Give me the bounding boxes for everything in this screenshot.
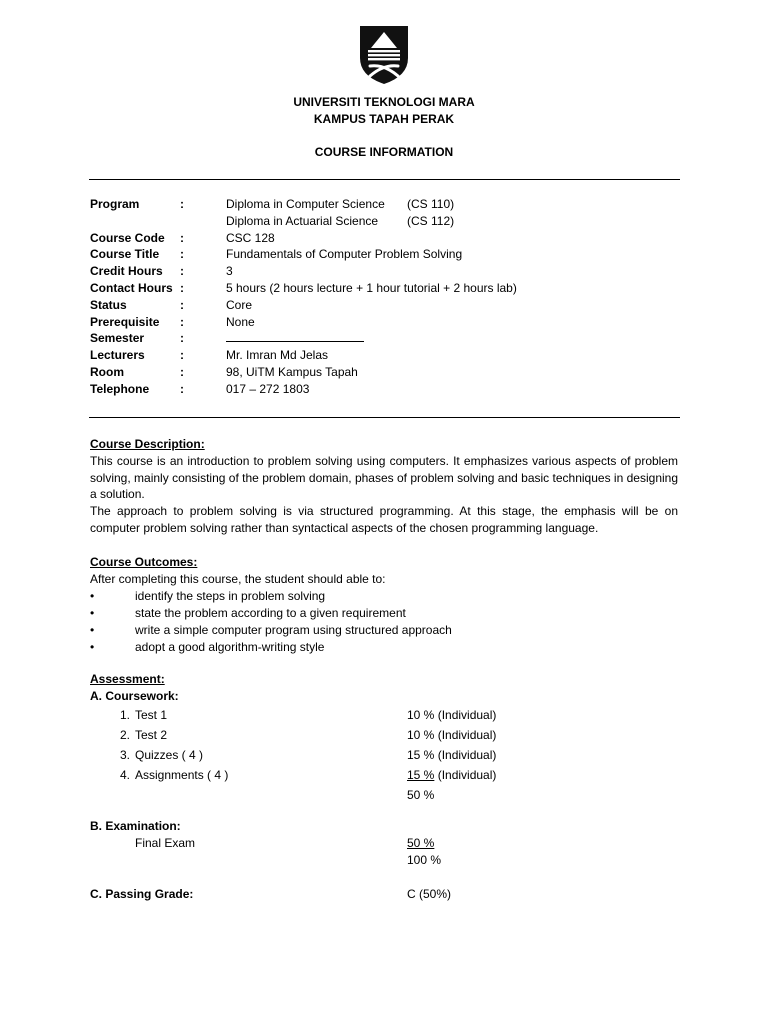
coursework-weight: 10 % (Individual) (407, 707, 497, 722)
info-row-telephone (90, 381, 680, 398)
bullet-icon: • (90, 622, 95, 637)
document-title: COURSE INFORMATION (314, 145, 454, 159)
course-title-label: Course Title (90, 247, 160, 262)
course-description-paragraph-2: The approach to problem solving is via structured programming. At this stage, the emphasis will be on computer problem solving rather than syntactical aspects of the chosen programming language. (90, 504, 678, 535)
course-title-value: Fundamentals of Computer Problem Solving (226, 247, 463, 262)
outcome-text: write a simple computer program using structured approach (135, 622, 452, 637)
colon: : (180, 314, 184, 329)
bottom-divider (89, 417, 680, 418)
final-exam-label: Final Exam (135, 835, 196, 850)
examination-section (90, 818, 678, 869)
outcome-text: state the problem according to a given requirement (135, 605, 406, 620)
passing-grade-section (90, 886, 678, 903)
info-row-contact-hours (90, 280, 680, 297)
bullet-icon: • (90, 588, 95, 603)
program-value-1: Diploma in Computer Science (226, 197, 385, 211)
colon: : (180, 280, 184, 295)
lecturers-value: Mr. Imran Md Jelas (226, 348, 329, 363)
outcome-text: adopt a good algorithm-writing style (135, 639, 325, 654)
university-logo (358, 24, 410, 86)
info-row-program-2 (90, 213, 680, 230)
bullet-icon: • (90, 605, 95, 620)
room-label: Room (90, 364, 124, 379)
telephone-label: Telephone (90, 381, 150, 396)
table-row (90, 745, 678, 765)
semester-blank-line (226, 330, 364, 347)
list-item (90, 605, 678, 622)
course-description-heading: Course Description: (90, 437, 205, 451)
info-row-course-code (90, 230, 680, 247)
semester-label: Semester (90, 331, 145, 346)
info-row-status (90, 297, 680, 314)
coursework-name: Quizzes ( 4 ) (135, 747, 204, 762)
passing-grade-label: C. Passing Grade: (90, 887, 194, 901)
course-info-table (90, 196, 680, 398)
info-row-course-title (90, 246, 680, 263)
colon: : (180, 247, 184, 262)
assessment-section (90, 671, 678, 805)
colon: : (180, 230, 184, 245)
info-row-credit-hours (90, 263, 680, 280)
course-outcomes-heading: Course Outcomes: (90, 555, 198, 569)
coursework-name: Test 1 (135, 707, 168, 722)
coursework-total-row (90, 785, 678, 805)
info-row-semester (90, 330, 680, 347)
colon: : (180, 331, 184, 346)
coursework-weight: 15 % (Individual) (407, 747, 497, 762)
passing-grade-value: C (50%) (407, 887, 452, 901)
telephone-value: 017 – 272 1803 (226, 381, 310, 396)
course-outcomes-section (90, 554, 678, 656)
final-exam-weight: 50 % (407, 835, 435, 850)
prerequisite-label: Prerequisite (90, 314, 160, 329)
table-row (90, 765, 678, 785)
table-row (90, 705, 678, 725)
program-code-2: (CS 112) (407, 213, 455, 228)
course-code-label: Course Code (90, 230, 165, 245)
room-value: 98, UiTM Kampus Tapah (226, 364, 358, 379)
coursework-number: 1. (119, 707, 130, 722)
course-code-value: CSC 128 (226, 230, 275, 245)
status-label: Status (90, 297, 127, 312)
colon: : (180, 297, 184, 312)
list-item (90, 622, 678, 639)
contact-hours-label: Contact Hours (90, 280, 173, 295)
coursework-number: 4. (119, 767, 130, 782)
coursework-number: 2. (119, 727, 130, 742)
colon: : (180, 348, 184, 363)
examination-label: B. Examination: (90, 819, 181, 833)
colon: : (180, 197, 184, 211)
lecturers-label: Lecturers (90, 348, 145, 363)
table-row (90, 725, 678, 745)
course-description-paragraph-1: This course is an introduction to problem solving using computers. It emphasizes various aspects of problem solving, mainly consisting of the problem domain, phases of problem solving and basic techniques in designing a solution. (90, 453, 678, 502)
coursework-label: A. Coursework: (90, 688, 179, 703)
program-value-2: Diploma in Actuarial Science (226, 213, 379, 228)
coursework-total: 50 % (407, 787, 435, 802)
bullet-icon: • (90, 639, 95, 654)
credit-hours-value: 3 (226, 264, 233, 279)
credit-hours-label: Credit Hours (90, 264, 163, 279)
info-row-prerequisite (90, 314, 680, 331)
coursework-name: Assignments ( 4 ) (135, 767, 229, 782)
course-outcomes-intro: After completing this course, the student should able to: (90, 571, 386, 586)
passing-grade-row (90, 886, 678, 903)
info-row-program (90, 196, 680, 213)
coursework-name: Test 2 (135, 727, 168, 742)
grand-total-row (90, 852, 678, 869)
program-code-1: (CS 110) (407, 197, 455, 211)
list-item (90, 588, 678, 605)
coursework-weight: 10 % (Individual) (407, 727, 497, 742)
prerequisite-value: None (226, 314, 255, 329)
info-row-lecturers (90, 347, 680, 364)
outcome-text: identify the steps in problem solving (135, 588, 326, 603)
top-divider (89, 179, 680, 180)
colon: : (180, 364, 184, 379)
university-name: UNIVERSITI TEKNOLOGI MARA (293, 95, 475, 109)
table-row (90, 835, 678, 852)
course-description-section (90, 436, 678, 537)
list-item (90, 639, 678, 656)
program-label: Program (90, 197, 140, 211)
campus-name: KAMPUS TAPAH PERAK (313, 112, 455, 126)
grand-total: 100 % (407, 852, 442, 867)
colon: : (180, 381, 184, 396)
status-value: Core (226, 297, 253, 312)
assessment-heading: Assessment: (90, 672, 165, 686)
coursework-weight: 15 % (Individual) (407, 767, 497, 782)
info-row-room (90, 364, 680, 381)
colon: : (180, 264, 184, 279)
coursework-number: 3. (119, 747, 130, 762)
contact-hours-value: 5 hours (2 hours lecture + 1 hour tutorial + 2 hours lab) (226, 280, 517, 295)
